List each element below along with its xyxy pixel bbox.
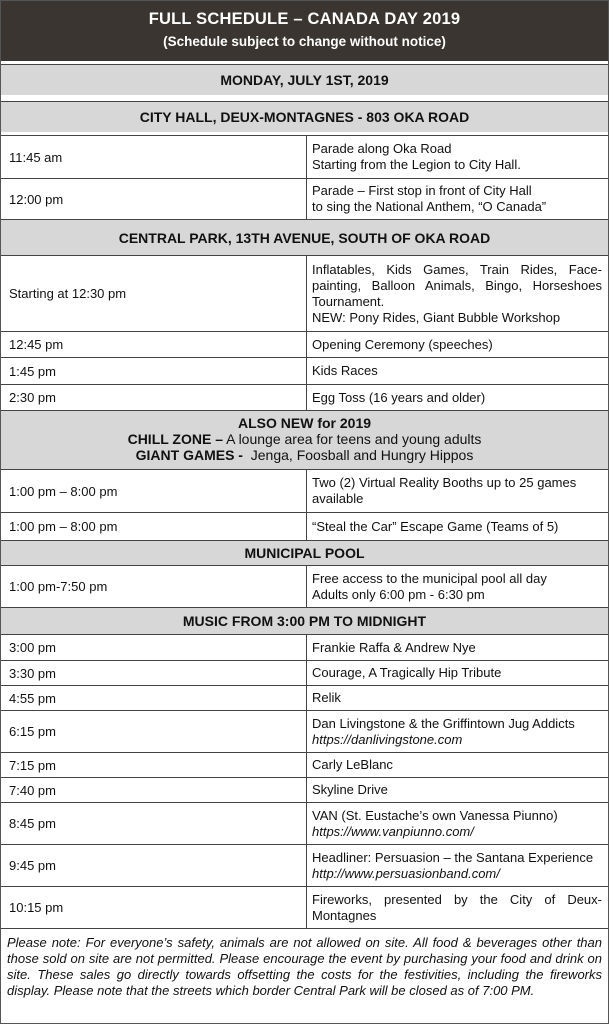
event-line: Kids Races	[312, 363, 378, 378]
schedule-row	[1, 802, 608, 844]
schedule-row	[1, 685, 608, 710]
schedule-row	[1, 255, 608, 331]
event-time: 8:45 pm	[9, 816, 56, 831]
artist-link[interactable]: http://www.persuasionband.com/	[312, 865, 500, 881]
section-heading-text: CENTRAL PARK, 13TH AVENUE, SOUTH OF OKA ROAD	[118, 229, 491, 246]
event-line: Relik	[312, 690, 341, 705]
event-time: 9:45 pm	[9, 858, 56, 873]
schedule-row	[1, 710, 608, 752]
artist-link[interactable]: https://www.vanpiunno.com/	[312, 823, 474, 839]
column-divider	[306, 179, 307, 219]
event-description	[312, 661, 602, 685]
event-description	[312, 778, 602, 802]
event-line: Skyline Drive	[312, 782, 388, 797]
column-divider	[306, 686, 307, 710]
section-heading-text: CITY HALL, DEUX-MONTAGNES - 803 OKA ROAD	[139, 109, 470, 125]
column-divider	[306, 136, 307, 178]
schedule-row	[1, 565, 608, 607]
event-line: “Steal the Car” Escape Game (Teams of 5)	[312, 518, 559, 534]
event-line: Parade – First stop in front of City Hall	[312, 183, 532, 198]
schedule-row	[1, 886, 608, 928]
event-line: Dan Livingstone & the Griffintown Jug Addicts	[312, 715, 575, 731]
footer-note: Please note: For everyone’s safety, animals are not allowed on site. All food & beverages other than those sold on site are not permitted. Please encourage the event by purchasing your food and drink on site. These sales go directly towards offsetting the costs for the festivities, including the fireworks display. Please note that the streets which border Central Park will be closed as of 7:00 PM.	[1, 928, 608, 1023]
event-description	[312, 358, 602, 384]
page-title: FULL SCHEDULE – CANADA DAY 2019	[148, 10, 461, 28]
event-description	[312, 635, 602, 660]
section-heading-city-hall	[1, 101, 608, 132]
event-time: 7:15 pm	[9, 757, 56, 773]
section-heading-pool	[1, 540, 608, 565]
schedule-row	[1, 357, 608, 384]
event-description	[312, 332, 602, 357]
event-line: Egg Toss (16 years and older)	[312, 389, 486, 405]
event-time: 6:15 pm	[9, 724, 56, 739]
giant-games-line	[1, 447, 608, 463]
event-line: Frankie Raffa & Andrew Nye	[312, 639, 476, 655]
title-bar	[1, 1, 608, 61]
event-line: Adults only 6:00 pm - 6:30 pm	[312, 586, 485, 602]
event-description	[312, 845, 602, 886]
page-subtitle: (Schedule subject to change without notice)	[163, 34, 446, 49]
schedule-row	[1, 660, 608, 685]
event-description	[312, 686, 602, 710]
event-line: Parade along Oka Road	[312, 141, 452, 156]
giant-games-text: Jenga, Foosball and Hungry Hippos	[242, 447, 474, 463]
schedule-row	[1, 634, 608, 660]
event-line: Fireworks, presented by the City of Deux-Montagnes	[312, 891, 602, 923]
schedule-row	[1, 384, 608, 410]
column-divider	[306, 845, 307, 886]
schedule-row	[1, 178, 608, 219]
event-time: 10:15 pm	[9, 900, 64, 915]
event-description	[312, 470, 602, 512]
section-heading-music	[1, 607, 608, 634]
column-divider	[306, 635, 307, 660]
event-time: 1:45 pm	[9, 363, 56, 379]
event-description	[312, 136, 602, 178]
artist-link[interactable]: https://danlivingstone.com	[312, 731, 463, 747]
event-time: Starting at 12:30 pm	[9, 286, 127, 301]
column-divider	[306, 753, 307, 777]
event-line: VAN (St. Eustache’s own Vanessa Piunno)	[312, 807, 558, 823]
event-description	[312, 256, 602, 331]
giant-games-label: GIANT GAMES -	[135, 447, 243, 463]
chill-zone-label: CHILL ZONE –	[127, 431, 223, 447]
event-time: 1:00 pm – 8:00 pm	[9, 483, 118, 499]
event-description	[312, 566, 602, 607]
schedule-row	[1, 469, 608, 512]
event-line: Two (2) Virtual Reality Booths up to 25 games available	[312, 475, 577, 506]
event-time: 7:40 pm	[9, 782, 56, 798]
schedule-row	[1, 331, 608, 357]
column-divider	[306, 256, 307, 331]
event-line: Headliner: Persuasion – the Santana Experience	[312, 849, 594, 865]
date-heading-text: MONDAY, JULY 1ST, 2019	[220, 72, 389, 88]
column-divider	[306, 803, 307, 844]
event-line: Starting from the Legion to City Hall.	[312, 157, 521, 172]
also-new-title: ALSO NEW for 2019	[237, 415, 372, 431]
event-line: Opening Ceremony (speeches)	[312, 336, 493, 352]
event-description	[312, 711, 602, 752]
event-line: Inflatables, Kids Games, Train Rides, Face-painting, Balloon Animals, Bingo, Horseshoes Tournament.	[312, 261, 602, 309]
event-description	[312, 179, 602, 219]
event-line: NEW: Pony Rides, Giant Bubble Workshop	[312, 309, 561, 325]
event-time: 1:00 pm – 8:00 pm	[9, 519, 118, 534]
event-time: 4:55 pm	[9, 690, 56, 706]
event-time: 1:00 pm-7:50 pm	[9, 579, 108, 594]
event-line: Carly LeBlanc	[312, 757, 393, 772]
schedule-row	[1, 752, 608, 777]
schedule-row	[1, 135, 608, 178]
event-time: 2:30 pm	[9, 390, 56, 405]
section-heading-text: MUSIC FROM 3:00 PM TO MIDNIGHT	[182, 613, 427, 629]
schedule-row	[1, 844, 608, 886]
event-time: 3:30 pm	[9, 665, 56, 681]
event-line: to sing the National Anthem, “O Canada”	[312, 199, 547, 214]
event-description	[312, 385, 602, 410]
section-heading-central-park	[1, 219, 608, 255]
event-time: 12:45 pm	[9, 337, 64, 352]
event-time: 12:00 pm	[9, 191, 64, 207]
event-description	[312, 513, 602, 540]
column-divider	[306, 661, 307, 685]
date-heading	[1, 64, 608, 95]
section-heading-also-new	[1, 410, 608, 469]
event-description	[312, 803, 602, 844]
event-time: 11:45 am	[9, 149, 63, 165]
column-divider	[306, 778, 307, 802]
event-line: Free access to the municipal pool all day	[312, 570, 547, 586]
column-divider	[306, 385, 307, 410]
event-time: 3:00 pm	[9, 640, 56, 655]
column-divider	[306, 470, 307, 512]
chill-zone-text: A lounge area for teens and young adults	[223, 431, 482, 447]
column-divider	[306, 711, 307, 752]
column-divider	[306, 358, 307, 384]
chill-zone-line	[1, 431, 608, 447]
column-divider	[306, 513, 307, 540]
event-line: Courage, A Tragically Hip Tribute	[312, 665, 502, 680]
column-divider	[306, 887, 307, 928]
column-divider	[306, 332, 307, 357]
section-heading-text: MUNICIPAL POOL	[244, 545, 365, 561]
event-description	[312, 753, 602, 777]
schedule-row	[1, 512, 608, 540]
column-divider	[306, 566, 307, 607]
event-description	[312, 887, 602, 928]
schedule-row	[1, 777, 608, 802]
